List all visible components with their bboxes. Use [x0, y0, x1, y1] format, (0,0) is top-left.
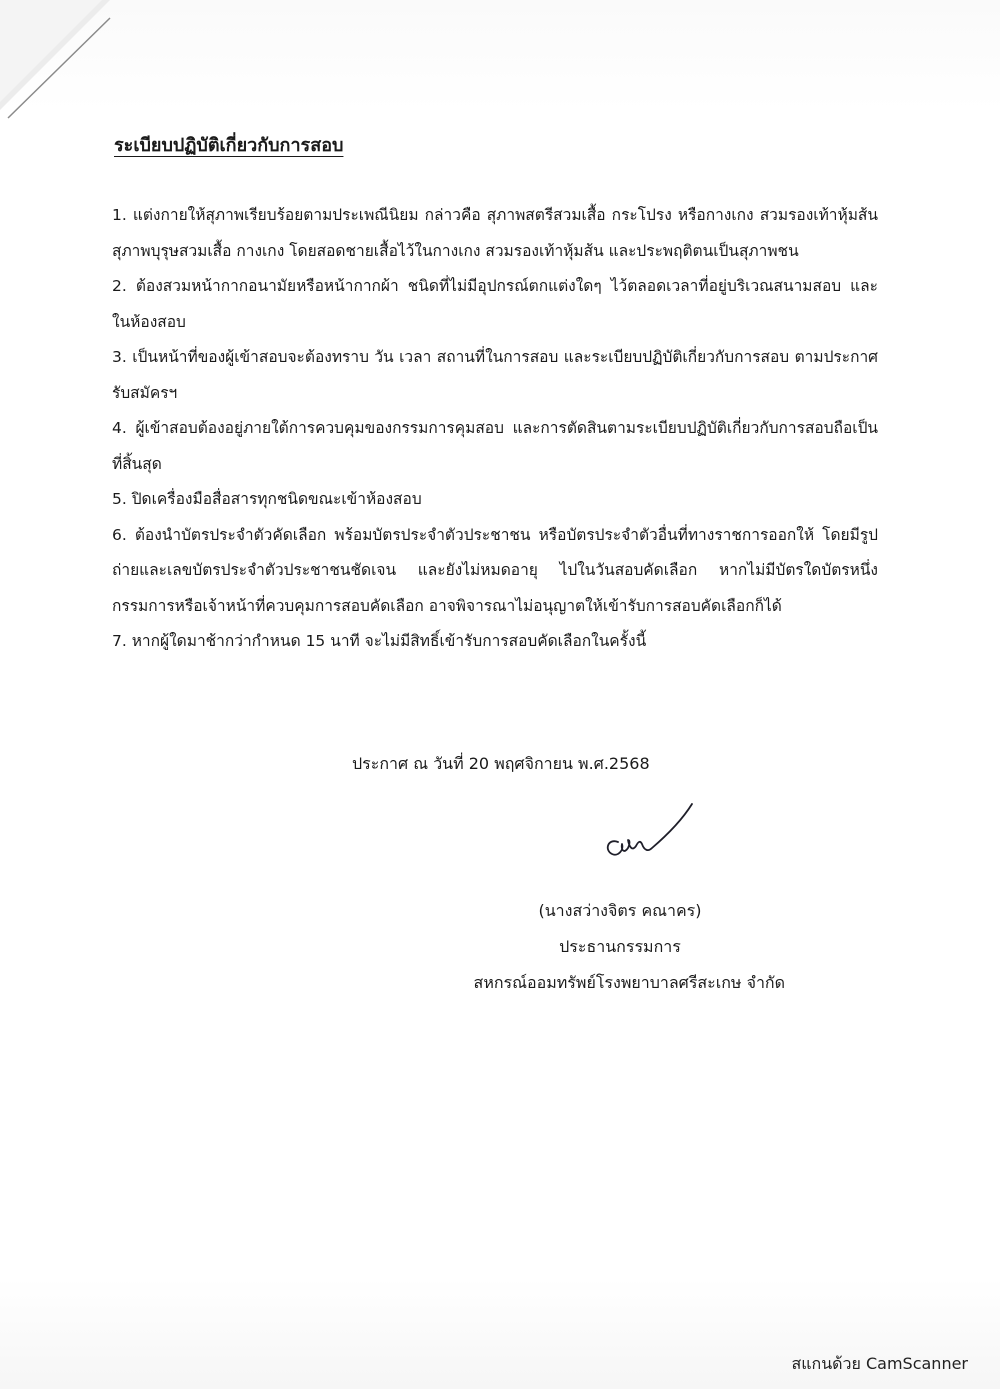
- rule-item: 6. ต้องนำบัตรประจำตัวคัดเลือก พร้อมบัตรประจำตัวประชาชน หรือบัตรประจำตัวอื่นที่ทางราชการออกให้ โดยมีรูปถ่ายและเลขบัตรประจำตัวประชาชนชัดเจน และยังไม่หมดอายุ ไปในวันสอบคัดเลือก หากไม่มีบัตรใดบัตรหนึ่ง กรรมการหรือเจ้าหน้าที่ควบคุมการสอบคัดเลือก อาจพิจารณาไม่อนุญาตให้เข้ารับการสอบคัดเลือกก็ได้: [112, 525, 878, 615]
- rule-item: 1. แต่งกายให้สุภาพเรียบร้อยตามประเพณีนิยม กล่าวคือ สุภาพสตรีสวมเสื้อ กระโปรง หรือกางเกง สวมรองเท้าหุ้มส้น สุภาพบุรุษสวมเสื้อ กางเกง โดยสอดชายเสื้อไว้ในกางเกง สวมรองเท้าหุ้มส้น และประพฤติตนเป็นสุภาพชน: [112, 206, 878, 260]
- rule-item: 7. หากผู้ใดมาช้ากว่ากำหนด 15 นาที จะไม่มีสิทธิ์เข้ารับการสอบคัดเลือกในครั้งนี้: [112, 632, 647, 650]
- announcement-date: ประกาศ ณ วันที่ 20 พฤศจิกายน พ.ศ.2568: [352, 754, 650, 773]
- rule-item: 4. ผู้เข้าสอบต้องอยู่ภายใต้การควบคุมของกรรมการคุมสอบ และการตัดสินตามระเบียบปฏิบัติเกี่ยวกับการสอบถือเป็นที่สิ้นสุด: [112, 419, 878, 473]
- rule-item: 2. ต้องสวมหน้ากากอนามัยหรือหน้ากากผ้า ชนิดที่ไม่มีอุปกรณ์ตกแต่งใดๆ ไว้ตลอดเวลาที่อยู่บริเวณสนามสอบ และในห้องสอบ: [112, 277, 878, 331]
- rule-item: 3. เป็นหน้าที่ของผู้เข้าสอบจะต้องทราบ วัน เวลา สถานที่ในการสอบ และระเบียบปฏิบัติเกี่ยวกับการสอบ ตามประกาศรับสมัครฯ: [112, 348, 878, 402]
- signer-name: (นางสว่างจิตร คณาคร): [538, 901, 702, 920]
- document-title: ระเบียบปฏิบัติเกี่ยวกับการสอบ: [114, 135, 344, 156]
- signer-position: ประธานกรรมการ: [559, 937, 681, 956]
- signature-block: [430, 893, 810, 1001]
- rule-item: 5. ปิดเครื่องมือสื่อสารทุกชนิดขณะเข้าห้องสอบ: [112, 490, 422, 508]
- page-fold-corner: [0, 0, 120, 120]
- camscanner-watermark: สแกนด้วย CamScanner: [791, 1354, 968, 1373]
- signer-organization: สหกรณ์ออมทรัพย์โรงพยาบาลศรีสะเกษ จำกัด: [473, 973, 785, 992]
- handwritten-signature: [596, 798, 706, 868]
- rules-list: [112, 198, 878, 660]
